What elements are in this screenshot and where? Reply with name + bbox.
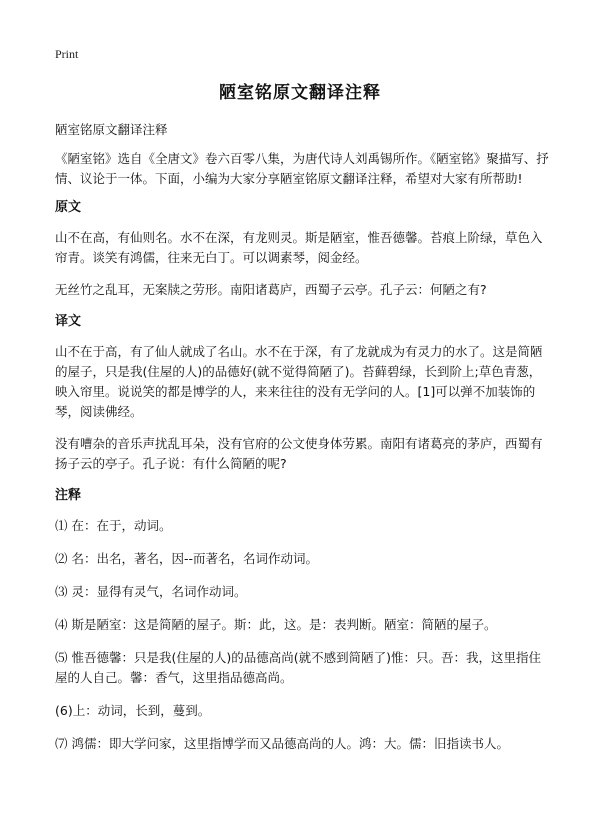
translation-paragraph: 没有嘈杂的音乐声扰乱耳朵，没有官府的公文使身体劳累。南阳有诸葛亮的茅庐，西蜀有扬子云的亭子。孔子说：有什么简陋的呢? bbox=[55, 436, 543, 471]
translation-paragraph: 山不在于高，有了仙人就成了名山。水不在于深，有了龙就成为有灵力的水了。这是简陋的屋子，只是我(住屋的人)的品德好(就不觉得简陋了)。苔藓碧绿，长到阶上;草色青葱，映入帘里。说说笑的都是博学的人，来来往往的没有无学问的人。[1]可以弹不加装饰的琴，阅读佛经。 bbox=[55, 344, 543, 419]
note-item: ⑸ 惟吾德馨：只是我(住屋的人)的品德高尚(就不感到简陋了)惟：只。吾：我，这里指住屋的人自己。馨：香气，这里指品德高尚。 bbox=[55, 650, 541, 685]
print-link[interactable]: Print bbox=[55, 47, 79, 61]
article-body bbox=[55, 120, 550, 767]
section-heading-translation: 译文 bbox=[55, 314, 82, 329]
note-item: ⑴ 在：在于，动词。 bbox=[55, 518, 172, 533]
original-paragraph: 无丝竹之乱耳，无案牍之劳形。南阳诸葛庐，西蜀子云亭。孔子云：何陋之有? bbox=[55, 282, 487, 297]
original-paragraph: 山不在高，有仙则名。水不在深，有龙则灵。斯是陋室，惟吾德馨。苔痕上阶绿，草色入帘青。谈笑有鸿儒，往来无白丁。可以调素琴，阅金经。 bbox=[55, 230, 543, 265]
note-item: ⑶ 灵：显得有灵气，名词作动词。 bbox=[55, 584, 247, 599]
note-item: (6)上：动词，长到，蔓到。 bbox=[55, 703, 211, 718]
intro-paragraph: 《陋室铭》选自《全唐文》卷六百零八集，为唐代诗人刘禹锡所作。《陋室铭》聚描写、抒情、议论于一体。下面，小编为大家分享陋室铭原文翻译注释，希望对大家有所帮助! bbox=[55, 151, 549, 186]
note-item: ⑷ 斯是陋室：这是简陋的屋子。斯：此，这。是：表判断。陋室：简陋的屋子。 bbox=[55, 617, 497, 632]
note-item: ⑵ 名：出名，著名，因--而著名，名词作动词。 bbox=[55, 551, 318, 566]
page-title: 陋室铭原文翻译注释 bbox=[219, 83, 381, 103]
section-heading-notes: 注释 bbox=[55, 488, 82, 503]
section-heading-original: 原文 bbox=[55, 200, 82, 215]
note-item: ⑺ 鸿儒：即大学问家，这里指博学而又品德高尚的人。鸿：大。儒：旧指读书人。 bbox=[55, 736, 509, 751]
article-subtitle: 陋室铭原文翻译注释 bbox=[55, 122, 168, 137]
